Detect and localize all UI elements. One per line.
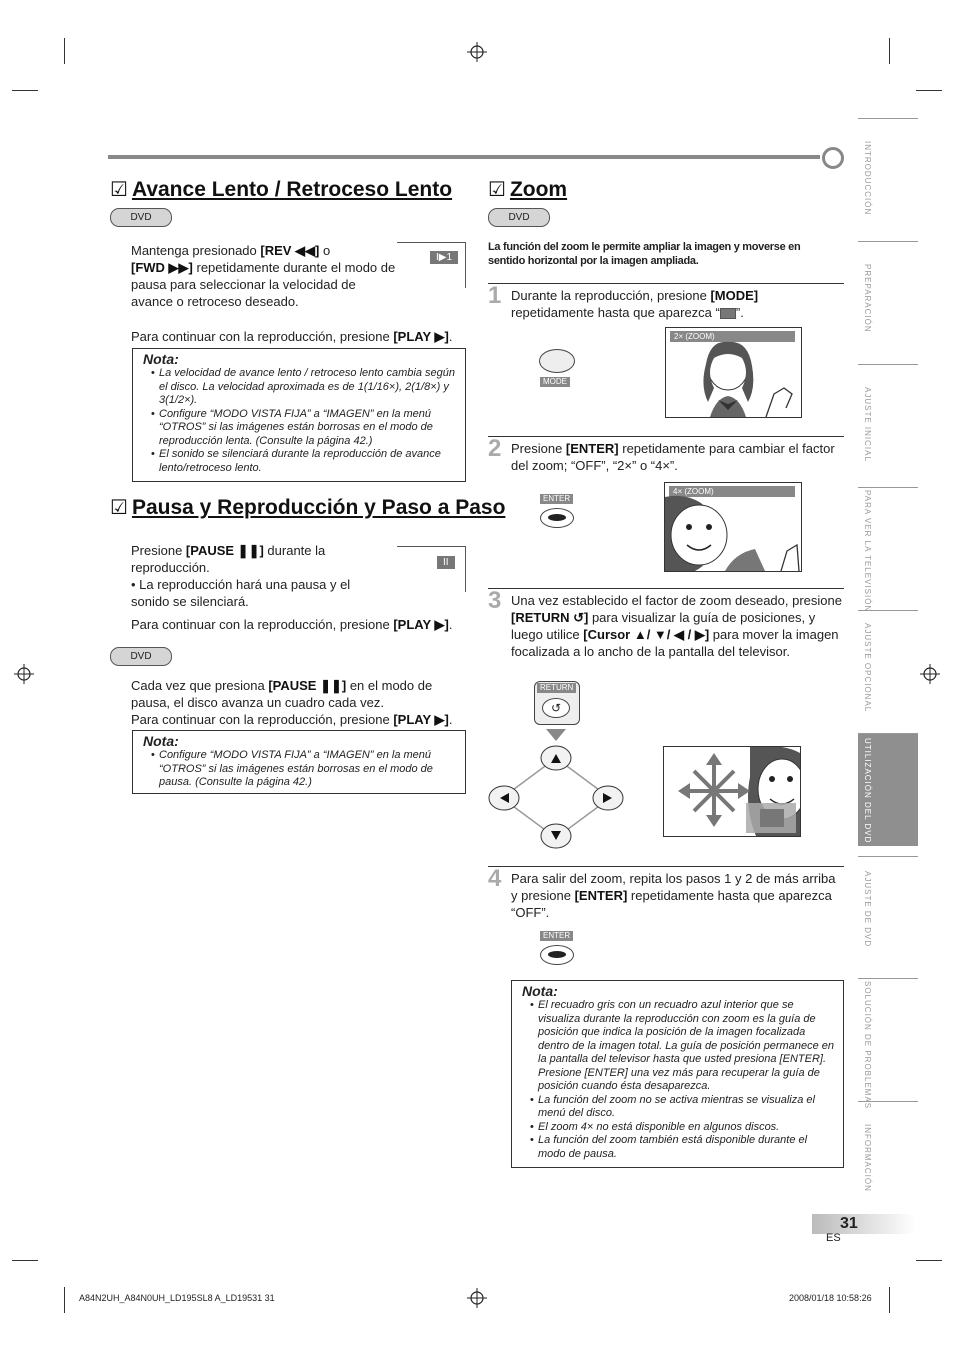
key-enter: [ENTER] xyxy=(565,441,619,456)
girl-illustration-icon xyxy=(666,328,801,417)
tv-screen-zoom-2x xyxy=(665,327,802,418)
slow-resume-text xyxy=(131,328,471,345)
step-divider xyxy=(488,436,844,437)
tv-screen-zoom-4x xyxy=(664,482,802,572)
enter-button-inner xyxy=(548,514,566,521)
step-frame-text xyxy=(131,677,471,728)
text-run: ”. xyxy=(735,305,744,320)
step-4-text xyxy=(511,870,841,921)
pause-resume-text xyxy=(131,616,471,633)
tab-label: SOLUCIÓN DE PROBLEMAS xyxy=(863,981,872,1110)
crop-mark xyxy=(12,90,38,91)
text-run: repetidamente hasta que aparezca “OFF”. xyxy=(511,888,832,920)
step-number: 3 xyxy=(488,587,502,614)
note-box-pause xyxy=(132,730,466,794)
section-title-text: Avance Lento / Retroceso Lento xyxy=(131,178,453,201)
crop-mark xyxy=(64,1287,65,1313)
text-run: repetidamente hasta que aparezca “ xyxy=(511,305,720,320)
osd-zoom-text: 4× (ZOOM) xyxy=(673,487,714,496)
crop-mark xyxy=(889,1287,890,1313)
tab-label: INTRODUCCIÓN xyxy=(863,141,872,216)
mode-button[interactable] xyxy=(539,349,575,373)
osd-slow-indicator: I▶1 xyxy=(430,251,458,264)
osd-zoom-text: 2× (ZOOM) xyxy=(674,332,715,341)
side-tab-watch-tv[interactable] xyxy=(858,487,918,613)
pause-instruction xyxy=(131,542,371,610)
step-1-text xyxy=(511,287,841,321)
step-divider xyxy=(488,866,844,867)
tab-label: AJUSTE INICIAL xyxy=(863,387,872,462)
arrow-down-icon xyxy=(546,729,566,741)
crop-mark xyxy=(64,38,65,64)
key-pause: [PAUSE ❚❚] xyxy=(268,678,347,693)
side-tab-optional-setup[interactable] xyxy=(858,610,918,727)
note-title: Nota: xyxy=(143,733,179,749)
step-2-text xyxy=(511,440,841,474)
key-play: [PLAY ▶] xyxy=(393,617,449,632)
note-box-zoom xyxy=(511,980,844,1168)
text-run: repetidamente durante el modo de pausa para seleccionar la velocidad de avance o retroceso deseado. xyxy=(131,260,396,309)
side-tab-intro[interactable] xyxy=(858,118,918,235)
key-return: [RETURN ↺] xyxy=(511,610,589,625)
text-run: Para continuar con la reproducción, presione xyxy=(131,712,394,727)
crop-mark xyxy=(12,1260,38,1261)
step-number: 2 xyxy=(488,435,502,462)
registration-mark-icon xyxy=(14,664,34,684)
text-run: Mantenga presionado xyxy=(131,243,261,258)
crop-mark xyxy=(916,1260,942,1261)
enter-button-label: ENTER xyxy=(540,494,573,504)
side-tab-initial-setup[interactable] xyxy=(858,364,918,481)
footer-timestamp: 2008/01/18 10:58:26 xyxy=(789,1293,872,1303)
text-run: Para continuar con la reproducción, presione xyxy=(131,617,394,632)
text-run: . xyxy=(448,712,453,727)
language-code: ES xyxy=(826,1232,841,1244)
dvd-badge: DVD xyxy=(110,647,172,666)
text-run: o xyxy=(319,243,331,258)
key-fwd: [FWD ▶▶] xyxy=(131,260,193,275)
step-divider xyxy=(488,588,844,589)
text-run: Cada vez que presiona xyxy=(131,678,269,693)
return-icon: ↺ xyxy=(542,698,570,718)
key-mode: [MODE] xyxy=(710,288,759,303)
text-run: para visualizar la guía de posiciones, y luego utilice xyxy=(511,610,816,642)
text-run: en el modo de pausa, el disco avanza un cuadro cada vez. xyxy=(131,678,433,710)
checkbox-icon: ☑ xyxy=(110,497,128,519)
crop-mark xyxy=(889,38,890,64)
text-run: Para salir del zoom, repita los pasos 1 y 2 de más arriba y presione xyxy=(511,871,836,903)
slow-instruction xyxy=(131,242,401,310)
registration-mark-icon xyxy=(467,42,487,62)
note-item: • El recuadro gris con un recuadro azul interior que se visualiza durante la reproducción con zoom es la guía de posición que indica la posición de la imagen focalizada dentro de la imagen total. La guía de posición permanece en la pantalla del televisor hasta que usted presiona [ENTER]. Presione [ENTER] una vez más para recuperar la guía de posición cuando ésta desaparezca. xyxy=(530,999,837,1094)
checkbox-icon: ☑ xyxy=(488,179,506,201)
dvd-badge: DVD xyxy=(488,208,550,227)
note-item: • La función del zoom no se activa mientras se visualiza el menú del disco. xyxy=(530,1094,837,1121)
text-run: Para continuar con la reproducción, presione xyxy=(131,329,394,344)
text-run: durante la reproducción. xyxy=(131,543,326,575)
return-button-label: RETURN xyxy=(537,683,576,693)
header-rule xyxy=(108,155,820,159)
text-run: Una vez establecido el factor de zoom deseado, presione xyxy=(511,593,842,608)
note-title: Nota: xyxy=(522,983,558,999)
key-play: [PLAY ▶] xyxy=(393,329,449,344)
enter-button-inner xyxy=(548,951,566,958)
osd-pause-indicator: II xyxy=(437,556,455,569)
note-item: • Configure “MODO VISTA FIJA” a “IMAGEN” en la menú “OTROS” si las imágenes están borrosas en el modo de pausa. (Consulte la página 42.) xyxy=(151,749,459,790)
step-number: 1 xyxy=(488,282,502,309)
section-title-text: Pausa y Reproducción y Paso a Paso xyxy=(131,496,506,519)
side-tab-dvd-setup[interactable] xyxy=(858,856,918,969)
side-tab-troubleshooting[interactable] xyxy=(858,978,918,1110)
section-title-text: Zoom xyxy=(509,178,568,201)
header-circle-icon xyxy=(822,147,844,169)
note-list xyxy=(522,999,837,1161)
position-guide-illustration-icon xyxy=(664,747,800,836)
tab-label: AJUSTE DE DVD xyxy=(863,871,872,948)
bullet-text: • La reproducción hará una pausa y el sonido se silenciará. xyxy=(131,577,351,609)
tab-label: UTILIZACIÓN DEL DVD xyxy=(863,738,872,844)
note-list xyxy=(143,367,459,475)
step-divider xyxy=(488,283,844,284)
key-enter: [ENTER] xyxy=(574,888,628,903)
note-box-slow xyxy=(132,348,466,482)
section-title-pause xyxy=(110,495,505,520)
osd-frame xyxy=(397,546,466,592)
mode-button-label: MODE xyxy=(540,377,570,387)
note-title: Nota: xyxy=(143,351,179,367)
footer-file-info: A84N2UH_A84N0UH_LD195SL8 A_LD19531 31 xyxy=(79,1293,275,1303)
side-tab-information[interactable] xyxy=(858,1101,918,1214)
note-item: • El zoom 4× no está disponible en algunos discos. xyxy=(530,1121,837,1135)
step-number: 4 xyxy=(488,865,502,892)
tab-label: INFORMACIÓN xyxy=(863,1124,872,1192)
text-run: Durante la reproducción, presione xyxy=(511,288,711,303)
note-item: • El sonido se silenciará durante la reproducción de avance lento/retroceso lento. xyxy=(151,448,459,475)
girl-closeup-illustration-icon xyxy=(665,483,801,571)
key-pause: [PAUSE ❚❚] xyxy=(185,543,264,558)
side-tab-preparation[interactable] xyxy=(858,241,918,358)
registration-mark-icon xyxy=(467,1288,487,1308)
text-run: . xyxy=(448,617,453,632)
section-title-zoom xyxy=(488,177,567,202)
crop-mark xyxy=(916,90,942,91)
tv-screen-position-guide xyxy=(663,746,801,837)
side-tab-dvd-use-active[interactable] xyxy=(858,733,918,846)
note-item: • Configure “MODO VISTA FIJA” a “IMAGEN” en la menú “OTROS” si las imágenes están borrosas en el modo de reproducción lenta. (Consulte la página 42.) xyxy=(151,408,459,449)
key-rev: [REV ◀◀] xyxy=(260,243,320,258)
tab-label: PREPARACIÓN xyxy=(863,264,872,333)
text-run: repetidamente para cambiar el factor del zoom; “OFF”, “2×” o “4×”. xyxy=(511,441,835,473)
note-list xyxy=(143,749,459,790)
checkbox-icon: ☑ xyxy=(110,179,128,201)
zoom-icon xyxy=(720,308,736,319)
cursor-pad-icon xyxy=(488,744,626,850)
tab-label: PARA VER LA TELEVISIÓN xyxy=(863,490,872,613)
tab-label: AJUSTE OPCIONAL xyxy=(863,623,872,713)
page-number: 31 xyxy=(812,1214,916,1234)
zoom-intro: La función del zoom le permite ampliar la imagen y moverse en sentido horizontal por la imagen ampliada. xyxy=(488,241,801,267)
text-run: . xyxy=(448,329,453,344)
text-run: Presione xyxy=(511,441,566,456)
section-title-slow xyxy=(110,177,452,202)
step-3-text xyxy=(511,592,847,660)
dvd-badge: DVD xyxy=(110,208,172,227)
note-item: • La velocidad de avance lento / retroceso lento cambia según el disco. La velocidad aproximada es de 1(1/16×), 2(1/8×) y 3(1/2×). xyxy=(151,367,459,408)
registration-mark-icon xyxy=(920,664,940,684)
osd-frame xyxy=(397,242,466,288)
key-cursor: [Cursor ▲/ ▼/ ◀ / ▶] xyxy=(583,627,710,642)
note-item: • La función del zoom también está disponible durante el modo de pausa. xyxy=(530,1134,837,1161)
text-run: Presione xyxy=(131,543,186,558)
key-play: [PLAY ▶] xyxy=(393,712,449,727)
text-run: para mover la imagen focalizada a lo ancho de la pantalla del televisor. xyxy=(511,627,839,659)
enter-button-label: ENTER xyxy=(540,931,573,941)
